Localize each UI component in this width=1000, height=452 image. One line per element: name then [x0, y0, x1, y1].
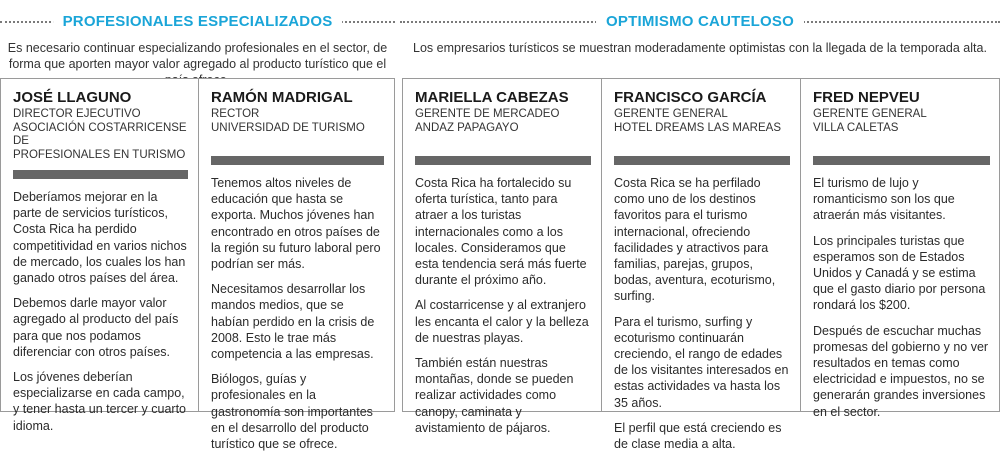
person-role-line: RECTOR — [211, 108, 260, 120]
quote-paragraph: Los principales turistas que esperamos son de Estados Unidos y Canadá y se estima que el gasto diario por persona rondará los $200. — [813, 233, 986, 313]
quote-column — [199, 79, 394, 452]
quote-paragraph: Costa Rica ha fortalecido su oferta turística, tanto para atraer a los turistas internacionales como a los locales. Consideramos que esta tendencia será más fuerte durante el próximo año. — [415, 176, 587, 288]
person-role-line: ANDAZ PAPAGAYO — [415, 121, 519, 134]
divider-bar — [13, 170, 188, 179]
quote-paragraph: Costa Rica se ha perfilado como uno de los destinos favoritos para el turismo internacional, ofreciendo facilidades y atractivos para familias, parejas, grupos, bodas, aventura, ecoturismo, surfing. — [614, 176, 776, 304]
divider-bar — [415, 156, 591, 165]
quote-paragraph: El perfil que está creciendo es de clase media a alta. — [614, 420, 782, 452]
quote-paragraph: El turismo de lujo y romanticismo son los que atraerán más visitantes. — [813, 176, 955, 223]
section-title: OPTIMISMO CAUTELOSO — [596, 13, 804, 30]
quote-column — [1, 79, 198, 433]
quote-paragraph: Debemos darle mayor valor agregado al producto del país para que nos podamos diferenciar con otros países. — [13, 296, 179, 359]
divider-bar — [211, 156, 384, 165]
person-role-line: VILLA CALETAS — [813, 121, 899, 134]
section-heading — [0, 6, 395, 36]
quotes-panel — [402, 78, 1000, 452]
section-title: PROFESIONALES ESPECIALIZADOS — [53, 13, 343, 30]
quote-paragraph: Biólogos, guías y profesionales en la gastronomía son importantes en el desarrollo del producto turístico que se ofrece. — [211, 372, 373, 452]
quotes-panel — [0, 78, 395, 452]
section-intro: Es necesario continuar especializando profesionales en el sector, de forma que aporten mayor valor agregado al producto turístico que el — [7, 41, 388, 71]
section-heading — [400, 6, 1000, 36]
quote-paragraph: Necesitamos desarrollar los mandos medios, que se habían perdido en la crisis de 2008. Esto le trae más competencia a las empresas. — [211, 282, 375, 362]
quote-column — [801, 79, 1000, 419]
quote-paragraph: Tenemos altos niveles de educación que hasta se exporta. Muchos jóvenes han encontrado en otros países de la región su futuro laboral pero podrían ser más. — [211, 176, 381, 272]
quote-paragraph: También están nuestras montañas, donde se pueden realizar actividades como canopy, caminata y avistamiento de pájaros. — [415, 356, 574, 435]
quote-column — [403, 79, 601, 435]
person-name: MARIELLA CABEZAS — [415, 89, 569, 106]
person-role-line: HOTEL DREAMS LAS MAREAS — [614, 121, 782, 134]
quote-paragraph: Después de escuchar muchas promesas del gobierno y no ver resultados en temas como electricidad e impuestos, no se generarán grandes inversiones en el sector. — [813, 323, 989, 419]
person-role-line: DIRECTOR EJECUTIVO — [13, 108, 141, 120]
quote-paragraph: Los jóvenes deberían especializarse en cada campo, y tener hasta un tercer y cuarto idioma. — [13, 370, 187, 433]
person-role-line: ASOCIACIÓN COSTARRICENSE DE — [13, 121, 187, 147]
section-optimismo — [400, 0, 1000, 452]
person-name: RAMÓN MADRIGAL — [211, 89, 353, 106]
quote-paragraph: Para el turismo, surfing y ecoturismo continuarán creciendo, el rango de edades de los visitantes interesados en estas actividades va hasta los 35 años. — [614, 314, 789, 410]
person-role-line: GERENTE GENERAL — [813, 108, 927, 120]
quote-paragraph: Al costarricense y al extranjero les encanta el calor y la belleza de nuestras playas. — [415, 298, 589, 345]
person-role-line: UNIVERSIDAD DE TURISMO — [211, 121, 365, 134]
divider-bar — [813, 156, 990, 165]
person-name: FRANCISCO GARCÍA — [614, 89, 767, 106]
quote-paragraph: Deberíamos mejorar en la parte de servicios turísticos, Costa Rica ha perdido competitividad en varios nichos de mercado, los cuales los han ganado otros países del área. — [13, 190, 187, 286]
person-role-line: GERENTE DE MERCADEO — [415, 108, 560, 120]
person-role-line: GERENTE GENERAL — [614, 108, 728, 120]
divider-bar — [614, 156, 790, 165]
quote-column — [602, 79, 800, 452]
person-role-line: PROFESIONALES EN TURISMO — [13, 148, 186, 161]
section-profesionales — [0, 0, 395, 452]
person-name: FRED NEPVEU — [813, 89, 920, 106]
person-name: JOSÉ LLAGUNO — [13, 89, 132, 106]
section-intro: Los empresarios turísticos se muestran moderadamente optimistas con la llegada de la temporada alta. — [413, 41, 987, 55]
